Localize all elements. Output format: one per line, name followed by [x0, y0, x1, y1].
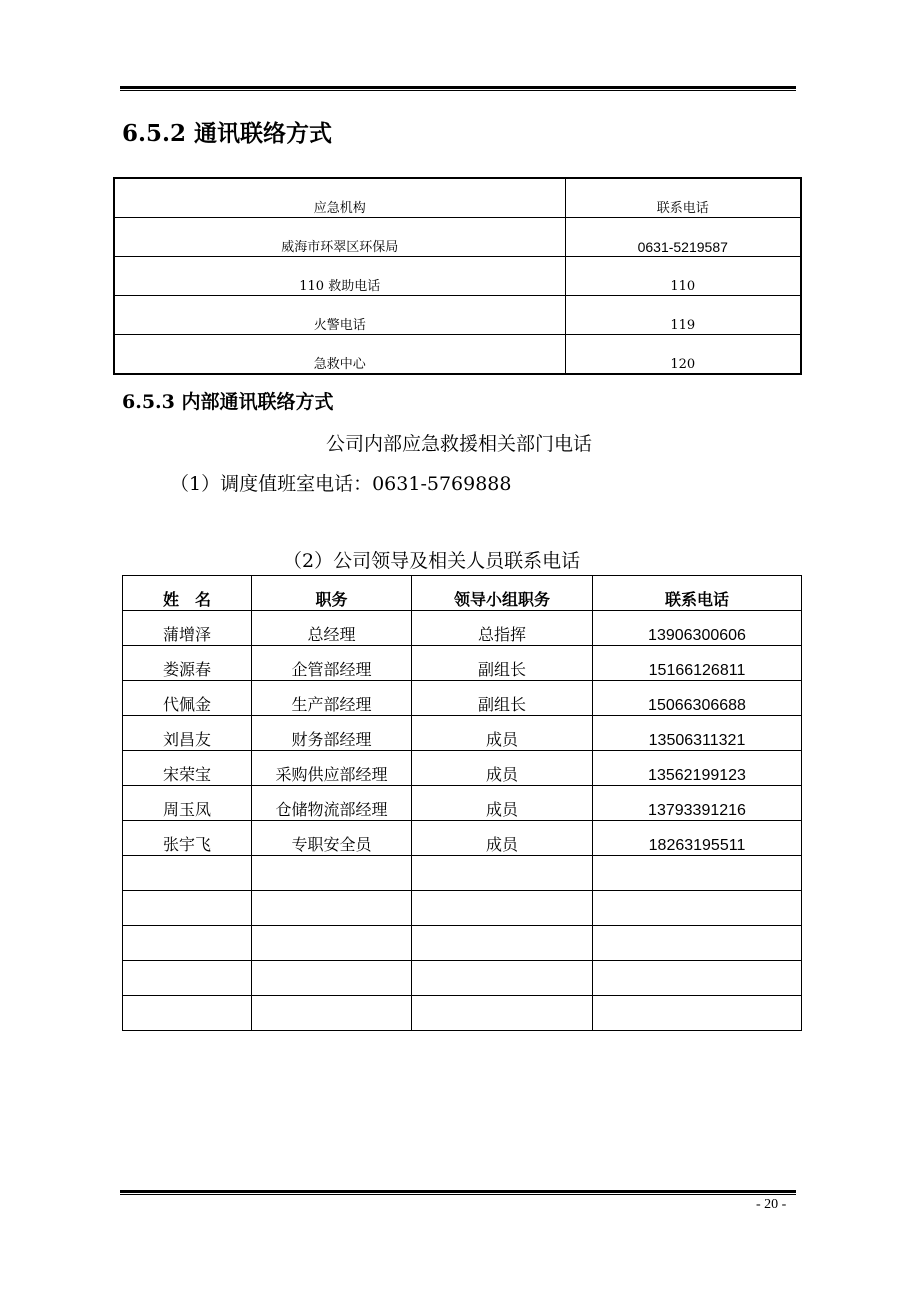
table-cell [114, 335, 565, 375]
cell-text: 119 [670, 318, 696, 333]
table-row [114, 218, 801, 257]
table-row [123, 856, 802, 891]
table-cell [593, 961, 802, 996]
table-row [123, 681, 802, 716]
table-cell [252, 856, 412, 891]
table-cell [114, 218, 565, 257]
table-cell: 财务部经理 [252, 716, 412, 751]
table-row [123, 646, 802, 681]
table-cell [412, 996, 593, 1031]
table-cell [412, 856, 593, 891]
section-heading-6-5-3: 6.5.3 内部通讯联络方式 [122, 391, 334, 413]
cell-text: 应急机构 [313, 201, 366, 216]
external-contacts-table [113, 177, 802, 375]
table-cell: 副组长 [412, 681, 593, 716]
cell-text: 火警电话 [313, 318, 366, 333]
table-row [114, 257, 801, 296]
table-cell [412, 926, 593, 961]
table-cell: 刘昌友 [123, 716, 252, 751]
table-cell [114, 257, 565, 296]
table-cell [114, 296, 565, 335]
table-cell: 总指挥 [412, 611, 593, 646]
page-number: - 20 - [756, 1197, 787, 1212]
table-cell: 成员 [412, 786, 593, 821]
table-cell [123, 856, 252, 891]
table-row [123, 611, 802, 646]
table-cell [593, 996, 802, 1031]
table-cell: 张宇飞 [123, 821, 252, 856]
header-rule [120, 86, 796, 91]
table-cell: 13506311321 [593, 716, 802, 751]
table-cell: 蒲增泽 [123, 611, 252, 646]
table-cell [565, 218, 801, 257]
table-cell: 专职安全员 [252, 821, 412, 856]
table-cell: 成员 [412, 751, 593, 786]
table-cell [114, 178, 565, 218]
table-row [123, 891, 802, 926]
leaders-table-title: （2）公司领导及相关人员联系电话 [283, 550, 581, 572]
table-cell [565, 335, 801, 375]
table-cell: 采购供应部经理 [252, 751, 412, 786]
table-cell: 总经理 [252, 611, 412, 646]
table-cell [593, 926, 802, 961]
table-cell [593, 856, 802, 891]
table-cell [565, 296, 801, 335]
table-cell: 代佩金 [123, 681, 252, 716]
table-cell [565, 257, 801, 296]
staff-contacts-table [122, 575, 802, 1031]
table-cell: 成员 [412, 716, 593, 751]
table-cell: 13793391216 [593, 786, 802, 821]
cell-text: 0631-5219587 [637, 239, 728, 255]
table-cell: 15066306688 [593, 681, 802, 716]
table-cell: 职务 [252, 576, 412, 611]
table-cell: 生产部经理 [252, 681, 412, 716]
table-cell: 姓 名 [123, 576, 252, 611]
table-cell: 13562199123 [593, 751, 802, 786]
cell-text: 威海市环翠区环保局 [281, 240, 399, 255]
table-cell [252, 961, 412, 996]
table-row [123, 926, 802, 961]
table-cell [123, 891, 252, 926]
table-cell: 副组长 [412, 646, 593, 681]
internal-subtitle: 公司内部应急救援相关部门电话 [326, 433, 593, 455]
table-cell: 联系电话 [593, 576, 802, 611]
table-cell: 成员 [412, 821, 593, 856]
table-cell: 宋荣宝 [123, 751, 252, 786]
table-cell [412, 891, 593, 926]
table-header-row [123, 576, 802, 611]
table-header-row [114, 178, 801, 218]
table-cell: 领导小组职务 [412, 576, 593, 611]
cell-text: 120 [670, 357, 696, 372]
table-row [123, 751, 802, 786]
table-row [123, 786, 802, 821]
table-cell [123, 926, 252, 961]
table-row [123, 996, 802, 1031]
table-cell [252, 926, 412, 961]
table-cell: 15166126811 [593, 646, 802, 681]
duty-phone-line: （1）调度值班室电话：0631-5769888 [170, 473, 512, 495]
table-row [123, 716, 802, 751]
table-cell: 18263195511 [593, 821, 802, 856]
table-row [123, 821, 802, 856]
table-cell [123, 961, 252, 996]
table-cell: 企管部经理 [252, 646, 412, 681]
table-cell [412, 961, 593, 996]
table-cell: 仓储物流部经理 [252, 786, 412, 821]
cell-text: 110 救助电话 [299, 279, 381, 294]
footer-rule [120, 1190, 796, 1195]
table-cell: 周玉凤 [123, 786, 252, 821]
table-cell [593, 891, 802, 926]
table-cell [252, 996, 412, 1031]
section-heading-6-5-2: 6.5.2 通讯联络方式 [122, 120, 333, 147]
table-cell [123, 996, 252, 1031]
table-cell: 娄源春 [123, 646, 252, 681]
cell-text: 110 [670, 279, 696, 294]
cell-text: 联系电话 [656, 201, 709, 216]
table-row [114, 296, 801, 335]
table-cell [565, 178, 801, 218]
table-row [123, 961, 802, 996]
table-cell [252, 891, 412, 926]
cell-text: 急救中心 [313, 357, 366, 372]
table-cell: 13906300606 [593, 611, 802, 646]
table-row [114, 335, 801, 375]
